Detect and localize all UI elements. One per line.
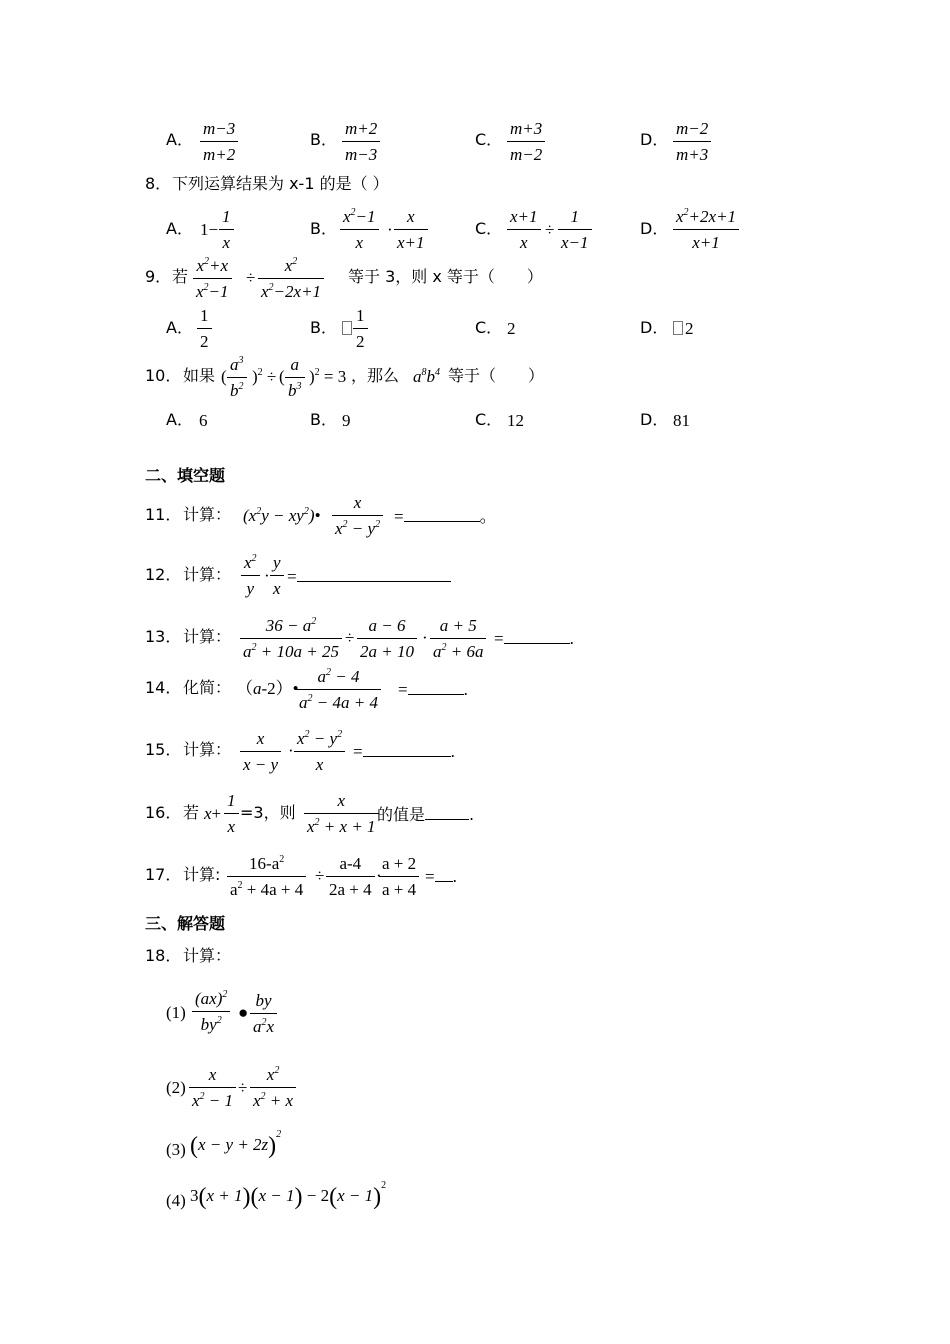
q10-paren-exp: )$^2$ = 3 [309,367,347,386]
q9-option-d-value: 2 [673,320,694,337]
q10-suffix: 等于（ ） [448,366,545,385]
q9-option-d-label: D． [640,318,669,337]
q12-fraction-2: $\frac{y}{x}$ [270,554,284,597]
q8-option-c-fraction-2: $\frac{1}{x-1}$ [558,208,592,251]
answer-blank[interactable] [404,507,480,522]
q10-paren: ( [221,367,227,386]
q11-expression: ($x^2y$ − $xy^2)•$ [243,506,321,525]
q7-option-b-label: B． [310,130,337,149]
q13-fraction-2: $\frac{a - 6}{2a + 10}$ [357,617,417,660]
q12-answer: = [287,567,451,585]
section-title-answers: 三、解答题 [145,914,226,933]
q17-fraction-3: $\frac{a + 2}{a + 4}$ [379,855,419,898]
q11-number: 11． [145,505,182,524]
q15-operator: · [288,741,294,760]
q17-number: 17． [145,865,182,884]
q9-fraction-1: $\frac{x^2+x}{x^2-1}$ [193,257,232,300]
q18-part-2-tag: (2) [166,1078,186,1097]
q17-answer: = . [425,867,457,886]
q18-part-3-expression: $(x - y + 2z)^2$ [190,1129,282,1159]
q13-fraction-3: $\frac{a + 5}{a^2 + 6a}$ [430,617,486,660]
q8-option-a-fraction: $\frac{1}{x}$ [219,208,234,251]
q7-option-a-label: A． [166,130,193,149]
q8-option-c-label: C． [475,219,503,238]
missing-glyph-icon [673,321,683,335]
q10-option-a-value: 6 [199,411,208,430]
q18-part-2-fraction-2: $\frac{x^2}{x^2 + x}$ [250,1066,296,1109]
q7-option-c-label: C． [475,130,503,149]
q10-option-a-label: A． [166,410,193,429]
q17-fraction-1: $\frac{16-a^2}{a^2 + 4a + 4}$ [227,855,306,898]
answer-blank[interactable] [504,629,570,644]
q9-option-c-value: 2 [507,319,516,338]
q10-option-d-label: D． [640,410,669,429]
q7-option-b-fraction: $\frac{m+2}{m-3}$ [342,120,380,163]
q9-option-a-label: A． [166,318,193,337]
q18-part-1-fraction-1: $\frac{(ax)^2}{by^2}$ [192,990,230,1033]
answer-blank[interactable] [435,867,453,882]
q10-number: 10． [145,366,182,385]
q11-fraction: $\frac{x}{x^2 - y^2}$ [332,494,383,537]
q9-fraction-2: $\frac{x^2}{x^2-2x+1}$ [258,257,324,300]
q12-number: 12． [145,565,182,584]
section-title-fill-in: 二、填空题 [145,466,226,485]
q14-number: 14． [145,678,182,697]
answer-blank[interactable] [408,680,464,695]
q10-fraction-2: $\frac{a}{b^3}$ [285,356,305,399]
q10-prefix: 如果 [183,366,216,385]
q10-option-c-label: C． [475,410,503,429]
q18-part-4-expression: $3(x + 1)(x - 1) - 2(x - 1)^2$ [190,1180,387,1210]
q18-label: 计算： [183,946,232,965]
q11-label: 计算： [183,505,232,524]
q8-option-b-label: B． [310,219,337,238]
q13-operator-1: ÷ [345,628,355,647]
q8-option-a-label: A． [166,219,193,238]
q7-option-d-fraction: $\frac{m-2}{m+3}$ [673,120,711,163]
q18-part-4-tag: (4) [166,1191,186,1210]
q14-factor: （a-2）• [236,679,299,698]
q17-operator-2: · [376,866,382,885]
q14-fraction: $\frac{a^2 - 4}{a^2 - 4a + 4}$ [296,668,381,711]
q8-option-c-fraction-1: $\frac{x+1}{x}$ [507,208,541,251]
q9-prefix: 若 [172,267,189,286]
q17-fraction-2: $\frac{a-4}{2a + 4}$ [326,855,375,898]
q13-answer: = . [494,629,574,648]
answer-blank[interactable] [363,742,451,757]
q10-option-b-label: B． [310,410,337,429]
q7-option-a-fraction: $\frac{m-3}{m+2}$ [200,120,238,163]
q12-fraction-1: $\frac{x^2}{y}$ [241,554,260,597]
q18-part-1-fraction-2: $\frac{by}{a^2x}$ [250,992,277,1035]
q16-lhs: x+ [204,804,222,823]
q16-fraction-1: $\frac{1}{x}$ [224,792,239,835]
q16-condition: =3，则 [240,803,296,822]
q15-number: 15． [145,740,182,759]
q14-answer: = . [398,680,468,699]
q18-number: 18． [145,946,182,965]
q8-option-d-fraction: $\frac{x^2+2x+1}{x+1}$ [673,208,739,251]
q9-option-b-label: B． [310,318,337,337]
q8-option-b-operator: · [387,220,393,239]
q13-label: 计算： [183,627,232,646]
q17-label: 计算: [183,865,221,884]
q7-option-d-label: D． [640,130,669,149]
q17-operator-1: ÷ [315,866,325,885]
q15-fraction-1: $\frac{x}{x - y}$ [240,730,281,773]
q10-option-d-value: 81 [673,411,690,430]
q18-part-2-fraction-1: $\frac{x}{x^2 - 1}$ [189,1066,236,1109]
q12-operator: · [264,566,270,585]
q16-prefix: 若 [183,803,200,822]
q13-operator-2: · [422,628,428,647]
q10-middle: ，那么 [351,366,400,385]
q8-option-a-one: 1− [200,220,219,239]
q18-part-3-tag: (3) [166,1140,186,1159]
q18-part-1-operator: ● [238,1003,249,1022]
q10-fraction-1: $\frac{a^3}{b^2}$ [227,356,247,399]
q16-answer: 的值是 . [377,805,475,824]
q11-answer: = 。 [394,507,497,526]
q18-part-1-tag: (1) [166,1003,186,1022]
q7-option-c-fraction: $\frac{m+3}{m-2}$ [507,120,545,163]
q8-option-b-fraction-1: $\frac{x^2-1}{x}$ [340,208,379,251]
q8-option-d-label: D． [640,219,669,238]
q8-option-b-fraction-2: $\frac{x}{x+1}$ [394,208,428,251]
answer-blank[interactable] [297,567,451,582]
q14-label: 化简： [183,678,232,697]
q15-answer: = . [353,742,455,761]
q10-expression: $a^8b^4$ [413,367,440,386]
q9-operator: ÷ [246,268,256,287]
q12-label: 计算： [183,565,232,584]
q9-option-c-label: C． [475,318,503,337]
answer-blank[interactable] [425,805,469,820]
q9-option-b-fraction: $\frac{1}{2}$ [353,307,368,350]
q8-option-c-operator: ÷ [545,220,555,239]
q15-label: 计算： [183,740,232,759]
q13-number: 13． [145,627,182,646]
q13-fraction-1: $\frac{36 - a^2}{a^2 + 10a + 25}$ [240,617,342,660]
q9-option-a-fraction: $\frac{1}{2}$ [197,307,212,350]
q8-number: 8． [145,174,172,193]
q8-stem: 下列运算结果为 x-1 的是（ ） [172,174,389,193]
q16-number: 16． [145,803,182,822]
q16-fraction-2: $\frac{x}{x^2 + x + 1}$ [304,792,379,835]
q10-option-c-value: 12 [507,411,524,430]
q18-part-2-operator: ÷ [238,1078,248,1097]
q10-paren: ( [279,367,285,386]
q9-suffix: 等于 3，则 x 等于（ ） [348,267,543,286]
q9-number: 9． [145,267,172,286]
q15-fraction-2: $\frac{x^2 - y^2}{x}$ [294,730,345,773]
q10-option-b-value: 9 [342,411,351,430]
q10-paren-exp: )$^2$ ÷ [252,367,277,386]
